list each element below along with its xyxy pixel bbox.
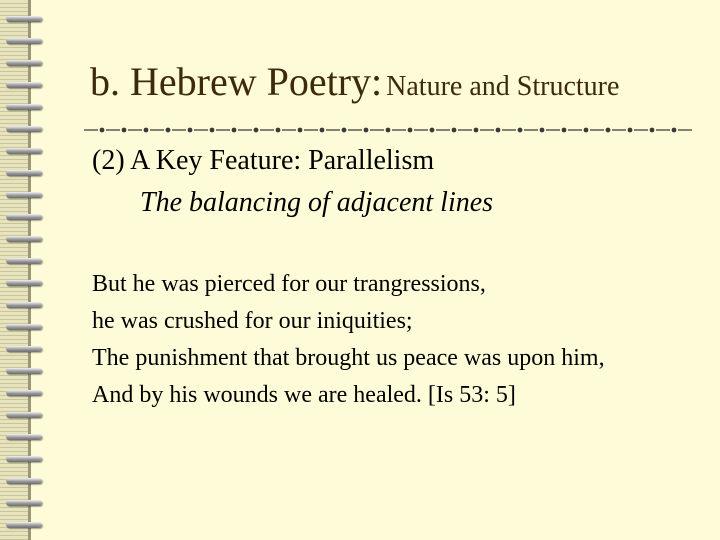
divider-dot: [562, 128, 567, 133]
divider-dot: [100, 128, 105, 133]
binding-ring: [6, 236, 42, 242]
divider-dot: [496, 128, 501, 133]
binding-ring: [6, 82, 42, 88]
divider-dot: [518, 128, 523, 133]
divider-dot: [276, 128, 281, 133]
divider-dot: [650, 128, 655, 133]
divider-dot: [408, 128, 413, 133]
binding-ring: [6, 258, 42, 264]
divider-dot: [386, 128, 391, 133]
binding-ring: [6, 60, 42, 66]
title-sub: Nature and Structure: [386, 71, 620, 102]
verse-line: And by his wounds we are healed. [Is 53: 5]: [92, 382, 516, 408]
divider-dot: [210, 128, 215, 133]
binding-ring: [6, 104, 42, 110]
divider-dot: [298, 128, 303, 133]
binding-ring: [6, 522, 42, 528]
binding-ring: [6, 126, 42, 132]
section-subheading: The balancing of adjacent lines: [140, 187, 494, 218]
divider-dot: [540, 128, 545, 133]
divider-dot: [672, 128, 677, 133]
binding-ring: [6, 456, 42, 462]
divider-dot: [254, 128, 259, 133]
divider-dot: [232, 128, 237, 133]
divider-dot: [628, 128, 633, 133]
binding-ring: [6, 390, 42, 396]
verse-line: But he was pierced for our trangressions,: [92, 271, 486, 297]
binding-ring: [6, 368, 42, 374]
verse-block: [92, 266, 605, 414]
divider-dot: [452, 128, 457, 133]
divider-dot: [320, 128, 325, 133]
binding-ring: [6, 38, 42, 44]
spiral-rings: [6, 0, 46, 540]
binding-ring: [6, 280, 42, 286]
binding-ring: [6, 434, 42, 440]
binding-ring: [6, 324, 42, 330]
verse-line: he was crushed for our iniquities;: [92, 308, 413, 334]
divider-dot: [430, 128, 435, 133]
divider-dot: [606, 128, 611, 133]
divider-dot: [166, 128, 171, 133]
binding-ring: [6, 16, 42, 22]
title-lead: b. Hebrew Poetry:: [90, 59, 383, 104]
divider-dot: [584, 128, 589, 133]
divider-dot: [144, 128, 149, 133]
binding-ring: [6, 302, 42, 308]
divider-dot: [188, 128, 193, 133]
divider-dot: [122, 128, 127, 133]
divider-dot: [364, 128, 369, 133]
decorative-divider: [84, 124, 696, 136]
slide-title: [90, 60, 619, 113]
binding-ring: [6, 170, 42, 176]
binding-ring: [6, 148, 42, 154]
divider-dot: [342, 128, 347, 133]
section-heading: (2) A Key Feature: Parallelism: [92, 145, 435, 176]
binding-ring: [6, 500, 42, 506]
divider-dot: [474, 128, 479, 133]
binding-ring: [6, 192, 42, 198]
binding-ring: [6, 346, 42, 352]
binding-ring: [6, 214, 42, 220]
verse-line: The punishment that brought us peace was upon him,: [92, 345, 605, 371]
binding-ring: [6, 412, 42, 418]
binding-ring: [6, 478, 42, 484]
